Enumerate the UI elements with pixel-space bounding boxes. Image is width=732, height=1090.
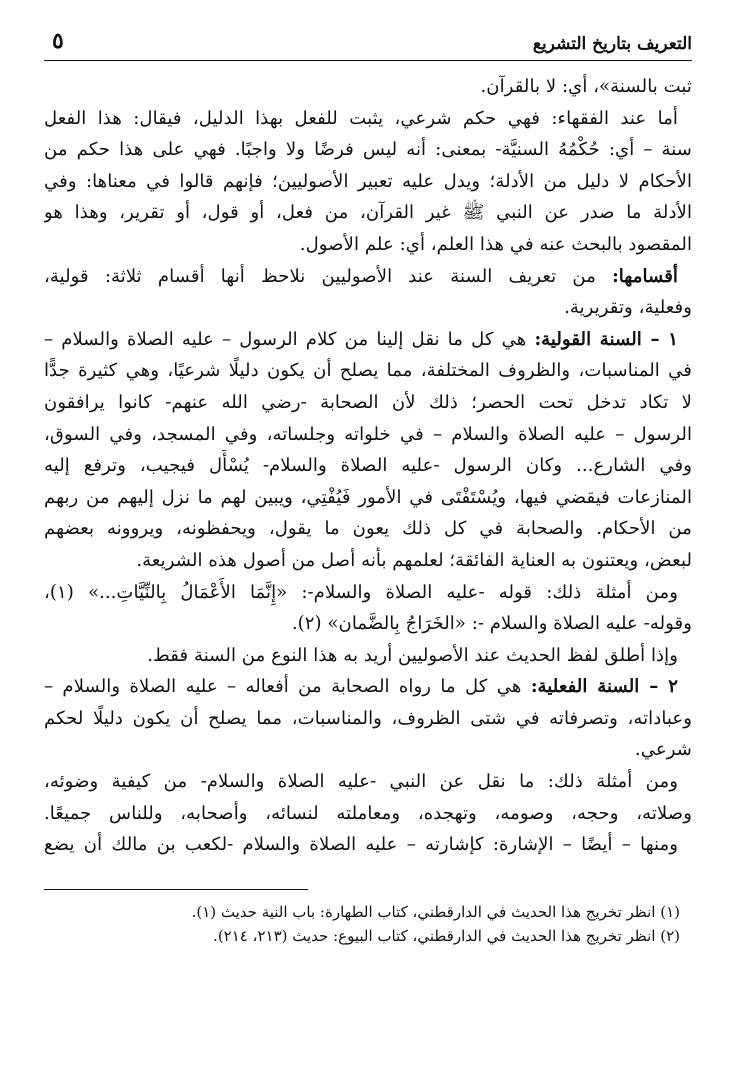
text-line: من الأحكام. والصحابة في كل ذلك يعون ما يقول، ويحفظونه، ويروونه بعضهم (44, 518, 692, 540)
text-line: المقصود بالبحث عنه في هذا العلم، أي: علم الأصول. (299, 233, 692, 255)
book-page (44, 22, 692, 1090)
text-line: لا تكاد تدخل تحت الحصر؛ ذلك لأن الصحابة -رضي الله عنهم- كانوا يرافقون (44, 391, 692, 413)
text-line: سنة – أي: حُكْمُهُ السنيَّة- بمعنى: أنه ليس فرضًا ولا واجبًا. فهي على هذا حكم من (44, 139, 692, 161)
running-header (44, 22, 692, 61)
section-heading-label: أقسامها: (612, 265, 678, 287)
page-number: ٥ (52, 28, 64, 54)
footnotes (44, 900, 692, 948)
text-line: وعباداته، وتصرفاته في شتى الظروف، والمناسبات، مما يصلح أن يكون دليلًا لحكم (44, 707, 692, 729)
main-text (44, 71, 692, 861)
text-line: شرعي. (634, 739, 692, 761)
text-line: في المناسبات، والظروف المختلفة، مما يصلح أن يكون دليلًا شرعيًا، وهي كثيرة جدًّا (44, 360, 692, 382)
text-line: الأحكام لا دليل من الأدلة؛ ويدل عليه تعبير الأصوليين؛ فإنهم قالوا في معناها: وفي (44, 170, 692, 192)
text-line: أما عند الفقهاء: فهي حكم شرعي، يثبت للفعل بهذا الدليل، فيقال: هذا الفعل (44, 107, 678, 129)
text-line: الأدلة ما صدر عن النبي ﷺ غير القرآن، من فعل، أو قول، أو تقرير، وهذا هو (44, 202, 692, 224)
text-line: وفعلية، وتقريرية. (564, 297, 692, 319)
footnote: (٢) انظر تخريج هذا الحديث في الدارقطني، كتاب البيوع: حديث (٢١٣، ٢١٤). (213, 926, 680, 945)
section-heading-line: ٢ – السنة الفعلية: هي كل ما رواه الصحابة من أفعاله – عليه الصلاة والسلام – (44, 676, 678, 698)
section-heading-line: ١ – السنة القولية: هي كل ما نقل إلينا من كلام الرسول – عليه الصلاة والسلام – (44, 328, 678, 350)
text-line: ثبت بالسنة»، أي: لا بالقرآن. (480, 76, 692, 97)
text-line: وصلاته، وحجه، وصومه، وتهجده، ومعاملته لنسائه، وأصحابه، وللناس جميعًا. (44, 802, 692, 824)
text-line: وإذا أطلق لفظ الحديث عند الأصوليين أريد به هذا النوع من السنة فقط. (147, 644, 678, 666)
section-heading-label: ٢ – السنة الفعلية: (530, 676, 678, 698)
text-line: وفي الشارع... وكان الرسول -عليه الصلاة والسلام- يُسْأَل فيجيب، وترفع إليه (44, 455, 692, 477)
text-line: المنازعات فيقضي فيها، ويُسْتَفْتَى في الأمور فَيُفْتِي، ويبين لهم ما نزل إليهم من ربهم (44, 486, 692, 508)
text-line: ومنها – أيضًا – الإشارة: كإشارته – عليه الصلاة والسلام -لكعب بن مالك أن يضع (44, 834, 678, 856)
section-heading-label: ١ – السنة القولية: (534, 328, 678, 350)
text-line: الرسول – عليه الصلاة والسلام – في خلواته وجلساته، وفي المسجد، وفي السوق، (44, 423, 692, 445)
text-line: ومن أمثلة ذلك: قوله -عليه الصلاة والسلام-: «إِنَّمَا الأَعْمَالُ بِالنِّيَّاتِ...» (١)، (44, 581, 678, 603)
footnote-separator (44, 889, 308, 890)
section-heading-line: أقسامها: من تعريف السنة عند الأصوليين نلاحظ أنها أقسام ثلاثة: قولية، (44, 265, 678, 287)
text-line: وقوله- عليه الصلاة والسلام -: «الخَرَاجُ بِالضَّمان» (٢). (291, 613, 692, 635)
footnote: (١) انظر تخريج هذا الحديث في الدارقطني، كتاب الطهارة: باب النية حديث (١). (191, 902, 680, 921)
text-line: ومن أمثلة ذلك: ما نقل عن النبي -عليه الصلاة والسلام- من كيفية وضوئه، (44, 771, 678, 793)
header-title: التعريف بتاريخ التشريع (532, 34, 692, 54)
text-line: لبعض، ويعتنون به العناية الفائقة؛ لعلمهم بأنه أصل من أصول هذه الشريعة. (136, 549, 692, 571)
